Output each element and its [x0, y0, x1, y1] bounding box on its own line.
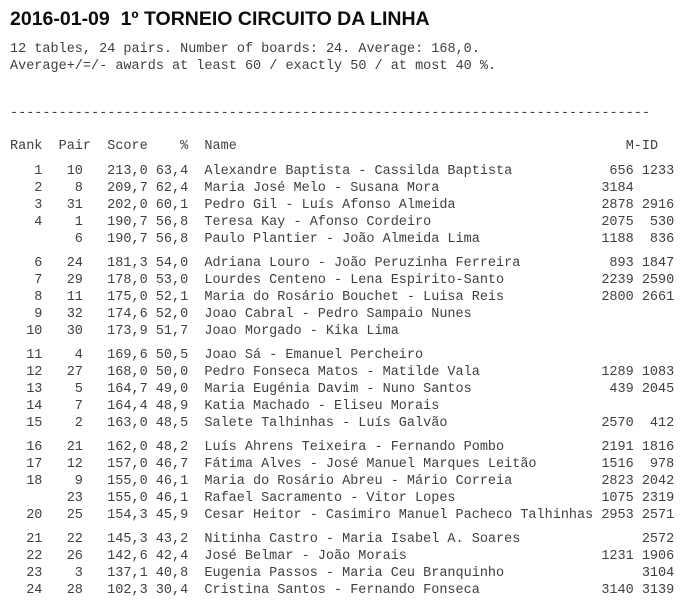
name-cell: Pedro Gil - Luís Afonso Almeida: [204, 198, 456, 213]
score-cell: 175,0: [107, 290, 148, 305]
rank-cell: [10, 231, 42, 248]
pair-cell: 25: [66, 508, 83, 523]
name-cell: Maria José Melo - Susana Mora: [204, 181, 440, 196]
rank-cell: 13: [26, 382, 43, 397]
rank-group: [10, 255, 693, 340]
rank-cell: 11: [26, 348, 43, 363]
score-cell: 173,9: [107, 324, 148, 339]
result-row: [10, 582, 693, 599]
summary-line-1: 12 tables, 24 pairs. Number of boards: 24. Average: 168,0.: [10, 42, 480, 57]
result-row: [10, 272, 693, 289]
pair-cell: 7: [74, 399, 83, 414]
score-cell: 164,4: [107, 399, 148, 414]
mid2-cell: [634, 347, 675, 364]
name-cell: Cesar Heitor - Casimiro Manuel Pacheco Talhinhas: [204, 508, 594, 523]
name-cell: Nitinha Castro - Maria Isabel A. Soares: [204, 532, 521, 547]
pair-cell: 3: [74, 566, 83, 581]
mid1-cell: 2570: [601, 416, 634, 431]
result-row: [10, 565, 693, 582]
result-row: [10, 398, 693, 415]
result-row: [10, 439, 693, 456]
result-row: [10, 548, 693, 565]
pct-cell: 40,8: [155, 566, 189, 581]
rank-cell: 10: [26, 324, 43, 339]
rank-group: [10, 163, 693, 248]
pct-cell: 51,7: [155, 324, 189, 339]
rank-cell: 8: [34, 290, 43, 305]
mid2-cell: 2572: [641, 532, 675, 547]
pair-cell: 26: [66, 549, 83, 564]
pair-cell: 2: [74, 416, 83, 431]
rank-group: [10, 531, 693, 599]
pct-cell: 48,9: [155, 399, 189, 414]
mid1-cell: 3184: [601, 181, 634, 196]
score-cell: 162,0: [107, 440, 148, 455]
pair-cell: 28: [66, 583, 83, 598]
summary-line-2: Average+/=/- awards at least 60 / exactly 50 / at most 40 %.: [10, 59, 497, 74]
name-cell: Lourdes Centeno - Lena Espirito-Santo: [204, 273, 505, 288]
pct-cell: 52,0: [155, 307, 189, 322]
mid1-cell: [593, 531, 634, 548]
score-cell: 154,3: [107, 508, 148, 523]
rank-cell: [10, 490, 42, 507]
name-cell: Adriana Louro - João Peruzinha Ferreira: [204, 256, 521, 271]
mid1-cell: 1231: [601, 549, 634, 564]
tournament-summary: [10, 41, 693, 75]
mid2-cell: 3139: [641, 583, 675, 598]
mid2-cell: 1847: [641, 256, 675, 271]
mid1-cell: 1075: [601, 491, 634, 506]
mid1-cell: [593, 347, 634, 364]
pair-cell: 30: [66, 324, 83, 339]
rank-cell: 14: [26, 399, 43, 414]
mid1-cell: 2878: [601, 198, 634, 213]
rank-cell: 4: [34, 215, 43, 230]
score-cell: 190,7: [107, 232, 148, 247]
mid1-cell: 2239: [601, 273, 634, 288]
pct-cell: 49,0: [155, 382, 189, 397]
score-cell: 168,0: [107, 365, 148, 380]
score-cell: 163,0: [107, 416, 148, 431]
pair-cell: 32: [66, 307, 83, 322]
pair-cell: 12: [66, 457, 83, 472]
result-row: [10, 415, 693, 432]
mid2-cell: 1906: [641, 549, 675, 564]
mid1-cell: 893: [609, 256, 634, 271]
mid2-cell: 2916: [641, 198, 675, 213]
mid2-cell: 2042: [641, 474, 675, 489]
name-cell: Eugenia Passos - Maria Ceu Branquinho: [204, 566, 505, 581]
pair-cell: 24: [66, 256, 83, 271]
pct-cell: 63,4: [155, 164, 189, 179]
name-cell: Rafael Sacramento - Vitor Lopes: [204, 491, 456, 506]
rank-cell: 18: [26, 474, 43, 489]
mid2-cell: 978: [649, 457, 675, 472]
pct-cell: 52,1: [155, 290, 189, 305]
score-cell: 155,0: [107, 491, 148, 506]
mid2-cell: 2319: [641, 491, 675, 506]
mid2-cell: 836: [649, 232, 675, 247]
score-cell: 178,0: [107, 273, 148, 288]
pair-cell: 1: [74, 215, 83, 230]
mid2-cell: 1083: [641, 365, 675, 380]
result-row: [10, 323, 693, 340]
result-row: [10, 214, 693, 231]
score-cell: 145,3: [107, 532, 148, 547]
result-row: [10, 456, 693, 473]
score-cell: 213,0: [107, 164, 148, 179]
pct-cell: 48,2: [155, 440, 189, 455]
name-cell: Pedro Fonseca Matos - Matilde Vala: [204, 365, 480, 380]
name-cell: Paulo Plantier - João Almeida Lima: [204, 232, 480, 247]
mid1-cell: 1289: [601, 365, 634, 380]
pct-cell: 48,5: [155, 416, 189, 431]
score-cell: 142,6: [107, 549, 148, 564]
mid1-cell: 656: [609, 164, 634, 179]
pair-cell: 9: [74, 474, 83, 489]
pct-cell: 56,8: [155, 215, 189, 230]
score-cell: 164,7: [107, 382, 148, 397]
score-cell: 102,3: [107, 583, 148, 598]
pct-cell: 46,1: [155, 474, 189, 489]
pair-cell: 6: [74, 232, 83, 247]
pct-cell: 60,1: [155, 198, 189, 213]
pair-cell: 10: [66, 164, 83, 179]
pct-cell: 62,4: [155, 181, 189, 196]
name-cell: Katia Machado - Eliseu Morais: [204, 399, 440, 414]
score-cell: 137,1: [107, 566, 148, 581]
separator-line: -------------------------------------------------------------------------------: [10, 106, 651, 121]
name-cell: Maria Eugénia Davim - Nuno Santos: [204, 382, 472, 397]
name-cell: Joao Sá - Emanuel Percheiro: [204, 348, 424, 363]
name-cell: Maria do Rosário Bouchet - Luisa Reis: [204, 290, 505, 305]
mid1-cell: 1516: [601, 457, 634, 472]
results-table: [10, 163, 693, 599]
rank-cell: 20: [26, 508, 43, 523]
result-row: [10, 490, 693, 507]
pair-cell: 31: [66, 198, 83, 213]
name-cell: Alexandre Baptista - Cassilda Baptista: [204, 164, 513, 179]
pair-cell: 5: [74, 382, 83, 397]
mid2-cell: [634, 398, 675, 415]
result-row: [10, 231, 693, 248]
result-row: [10, 364, 693, 381]
pct-cell: 46,1: [155, 491, 189, 506]
mid1-cell: 3140: [601, 583, 634, 598]
result-row: [10, 197, 693, 214]
rank-cell: 17: [26, 457, 43, 472]
mid1-cell: [593, 323, 634, 340]
name-cell: Salete Talhinhas - Luís Galvão: [204, 416, 448, 431]
result-row: [10, 289, 693, 306]
mid2-cell: [634, 306, 675, 323]
mid1-cell: 439: [609, 382, 634, 397]
rank-group: [10, 347, 693, 432]
mid2-cell: 1233: [641, 164, 675, 179]
score-cell: 209,7: [107, 181, 148, 196]
score-cell: 190,7: [107, 215, 148, 230]
result-row: [10, 381, 693, 398]
pct-cell: 56,8: [155, 232, 189, 247]
table-header-row: Rank Pair Score % Name M-ID: [10, 139, 659, 154]
pct-cell: 46,7: [155, 457, 189, 472]
mid2-cell: 1816: [641, 440, 675, 455]
result-row: [10, 347, 693, 364]
pair-cell: 23: [66, 491, 83, 506]
mid1-cell: [593, 565, 634, 582]
rank-cell: 15: [26, 416, 43, 431]
rank-cell: 24: [26, 583, 43, 598]
rank-cell: 7: [34, 273, 43, 288]
rank-cell: 16: [26, 440, 43, 455]
rank-cell: 6: [34, 256, 43, 271]
name-cell: José Belmar - João Morais: [204, 549, 407, 564]
name-cell: Joao Morgado - Kika Lima: [204, 324, 399, 339]
rank-cell: 3: [34, 198, 43, 213]
pct-cell: 43,2: [155, 532, 189, 547]
mid1-cell: 2191: [601, 440, 634, 455]
result-row: [10, 255, 693, 272]
rank-cell: 9: [34, 307, 43, 322]
mid2-cell: 412: [649, 416, 675, 431]
pct-cell: 45,9: [155, 508, 189, 523]
mid2-cell: 3104: [641, 566, 675, 581]
mid1-cell: [593, 398, 634, 415]
score-cell: 157,0: [107, 457, 148, 472]
name-cell: Luís Ahrens Teixeira - Fernando Pombo: [204, 440, 505, 455]
mid2-cell: 2590: [641, 273, 675, 288]
pair-cell: 27: [66, 365, 83, 380]
pct-cell: 53,0: [155, 273, 189, 288]
pair-cell: 21: [66, 440, 83, 455]
name-cell: Joao Cabral - Pedro Sampaio Nunes: [204, 307, 472, 322]
pair-cell: 11: [66, 290, 83, 305]
pair-cell: 29: [66, 273, 83, 288]
pair-cell: 4: [74, 348, 83, 363]
mid2-cell: 2661: [641, 290, 675, 305]
rank-cell: 2: [34, 181, 43, 196]
name-cell: Maria do Rosário Abreu - Mário Correia: [204, 474, 513, 489]
pct-cell: 30,4: [155, 583, 189, 598]
result-row: [10, 180, 693, 197]
name-cell: Fátima Alves - José Manuel Marques Leitão: [204, 457, 537, 472]
mid2-cell: 530: [649, 215, 675, 230]
name-cell: Teresa Kay - Afonso Cordeiro: [204, 215, 432, 230]
result-row: [10, 163, 693, 180]
result-row: [10, 306, 693, 323]
page-title: 2016-01-09 1º TORNEIO CIRCUITO DA LINHA: [10, 8, 430, 30]
rank-group: [10, 439, 693, 524]
rank-cell: 21: [26, 532, 43, 547]
rank-cell: 12: [26, 365, 43, 380]
rank-cell: 22: [26, 549, 43, 564]
pct-cell: 54,0: [155, 256, 189, 271]
rank-cell: 23: [26, 566, 43, 581]
mid2-cell: 2045: [641, 382, 675, 397]
name-cell: Cristina Santos - Fernando Fonseca: [204, 583, 480, 598]
score-cell: 174,6: [107, 307, 148, 322]
result-row: [10, 531, 693, 548]
pct-cell: 42,4: [155, 549, 189, 564]
mid1-cell: [593, 306, 634, 323]
result-row: [10, 473, 693, 490]
mid1-cell: 2075: [601, 215, 634, 230]
mid2-cell: [634, 180, 675, 197]
mid1-cell: 2800: [601, 290, 634, 305]
pct-cell: 50,0: [155, 365, 189, 380]
score-cell: 202,0: [107, 198, 148, 213]
rank-cell: 1: [34, 164, 43, 179]
score-cell: 181,3: [107, 256, 148, 271]
score-cell: 169,6: [107, 348, 148, 363]
mid1-cell: 1188: [601, 232, 634, 247]
result-row: [10, 507, 693, 524]
pair-cell: 22: [66, 532, 83, 547]
pct-cell: 50,5: [155, 348, 189, 363]
mid1-cell: 2953: [601, 508, 634, 523]
pair-cell: 8: [74, 181, 83, 196]
score-cell: 155,0: [107, 474, 148, 489]
mid1-cell: 2823: [601, 474, 634, 489]
mid2-cell: [634, 323, 675, 340]
mid2-cell: 2571: [641, 508, 675, 523]
